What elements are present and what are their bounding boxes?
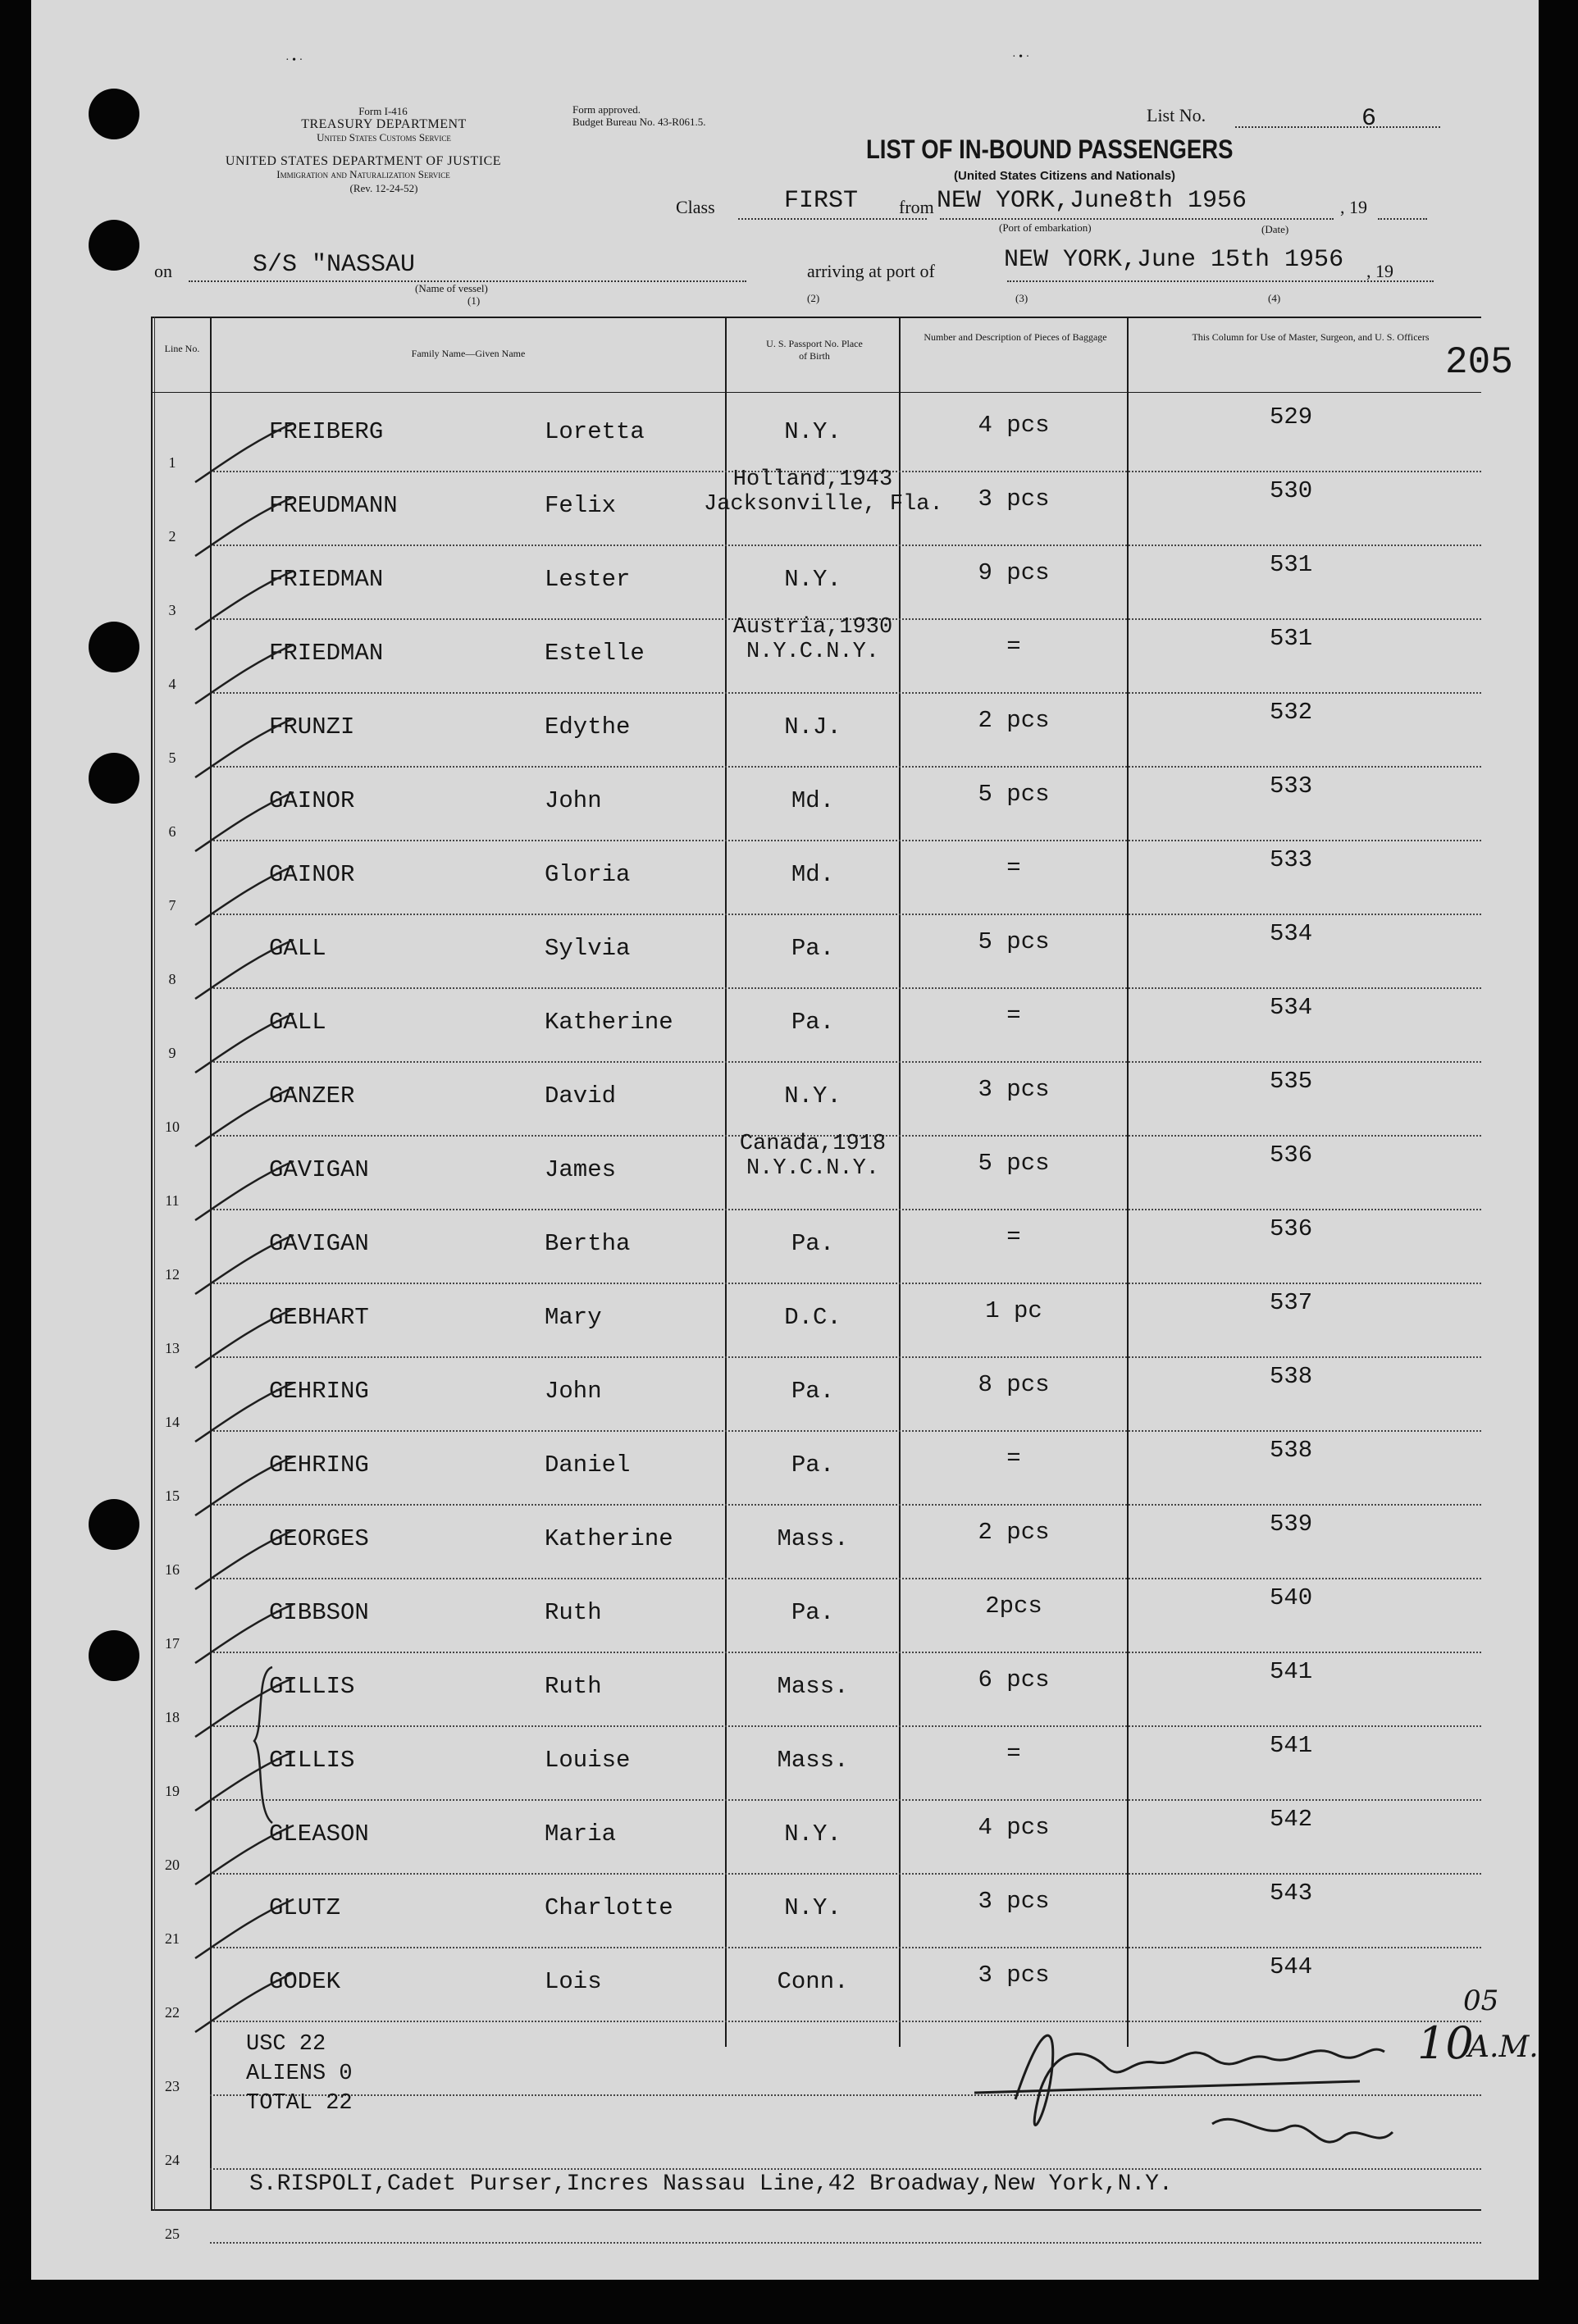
header-passport: U. S. Passport No. Place of Birth bbox=[766, 338, 863, 362]
punch-hole bbox=[89, 89, 139, 139]
line-number: 18 bbox=[165, 1709, 180, 1725]
baggage: 1 pc bbox=[985, 1297, 1042, 1324]
baggage: 8 pcs bbox=[978, 1371, 1050, 1398]
given-name: James bbox=[545, 1156, 617, 1183]
col-num-2: (2) bbox=[807, 292, 820, 304]
place-of-birth: Jacksonville, Fla. bbox=[704, 492, 943, 517]
officer-number: 538 bbox=[1270, 1437, 1313, 1464]
line-number: 14 bbox=[165, 1414, 180, 1430]
line-number: 4 bbox=[168, 676, 176, 692]
line-number: 23 bbox=[165, 2078, 180, 2094]
baggage: 4 pcs bbox=[978, 412, 1050, 439]
revision: (Rev. 12-24-52) bbox=[349, 182, 418, 194]
header-officers: This Column for Use of Master, Surgeon, and U. S. Officers bbox=[1192, 331, 1430, 343]
line-number: 11 bbox=[165, 1192, 180, 1209]
arriving-label: arriving at port of bbox=[807, 261, 935, 281]
signature-time: 10 bbox=[1417, 2017, 1474, 2069]
family-name: GEHRING bbox=[269, 1378, 369, 1405]
line-number: 20 bbox=[165, 1857, 180, 1873]
family-name: GAVIGAN bbox=[269, 1156, 369, 1183]
line-number: 15 bbox=[165, 1488, 180, 1504]
line-number: 10 bbox=[165, 1119, 180, 1135]
place-of-birth: N.Y. bbox=[784, 1820, 841, 1848]
punch-hole bbox=[89, 1499, 139, 1550]
officer-number: 533 bbox=[1270, 846, 1313, 873]
family-name: GILLIS bbox=[269, 1747, 355, 1774]
col-num-3: (3) bbox=[1015, 292, 1028, 304]
summary-total: TOTAL 22 bbox=[246, 2091, 353, 2116]
row-separator bbox=[210, 2242, 1481, 2244]
punch-hole bbox=[89, 753, 139, 804]
officer-number: 537 bbox=[1270, 1289, 1313, 1316]
place-of-birth: Pa. bbox=[791, 1230, 835, 1257]
baggage: 2 pcs bbox=[978, 707, 1050, 734]
given-name: John bbox=[545, 1378, 602, 1405]
line-number: 12 bbox=[165, 1266, 180, 1283]
baggage: 4 pcs bbox=[978, 1814, 1050, 1841]
place-of-birth: N.Y. bbox=[784, 1082, 841, 1110]
place-of-birth: Pa. bbox=[791, 935, 835, 962]
officer-number: 530 bbox=[1270, 477, 1313, 504]
family-name: GEBHART bbox=[269, 1304, 369, 1331]
baggage: 3 pcs bbox=[978, 1888, 1050, 1915]
budget-bureau: Budget Bureau No. 43-R061.5. bbox=[572, 116, 706, 128]
given-name: Lois bbox=[545, 1968, 602, 1995]
officer-number: 529 bbox=[1270, 403, 1313, 431]
birth-year: Canada,1918 bbox=[739, 1132, 887, 1156]
given-name: Katherine bbox=[545, 1525, 673, 1552]
officer-number: 531 bbox=[1270, 551, 1313, 578]
line-number: 19 bbox=[165, 1783, 180, 1799]
family-name: GLUTZ bbox=[269, 1894, 341, 1921]
year-suffix: , 19 bbox=[1340, 197, 1367, 217]
officer-number: 536 bbox=[1270, 1215, 1313, 1242]
line-number: 5 bbox=[168, 750, 176, 766]
given-name: Loretta bbox=[545, 418, 645, 445]
list-no-label: List No. bbox=[1147, 105, 1206, 125]
place-of-birth: Mass. bbox=[777, 1673, 849, 1700]
baggage: 3 pcs bbox=[978, 1962, 1050, 1989]
family-name: FREUDMANN bbox=[269, 492, 398, 519]
arrival-port-date: NEW YORK,June 15th 1956 bbox=[1004, 246, 1344, 274]
officer-number: 544 bbox=[1270, 1953, 1313, 1980]
baggage: 2 pcs bbox=[978, 1519, 1050, 1546]
baggage: = bbox=[1006, 1740, 1021, 1767]
family-name: GEORGES bbox=[269, 1525, 369, 1552]
given-name: Katherine bbox=[545, 1009, 673, 1036]
officer-number: 542 bbox=[1270, 1806, 1313, 1833]
line-number: 9 bbox=[168, 1045, 176, 1061]
officer-number: 541 bbox=[1270, 1732, 1313, 1759]
line-number: 6 bbox=[168, 823, 176, 840]
family-name: GALL bbox=[269, 1009, 326, 1036]
line-number: 17 bbox=[165, 1635, 180, 1652]
punch-hole bbox=[89, 1630, 139, 1681]
purser-line: S.RISPOLI,Cadet Purser,Incres Nassau Line,42 Broadway,New York,N.Y. bbox=[249, 2171, 1173, 2197]
baggage: = bbox=[1006, 854, 1021, 882]
family-name: FRIEDMAN bbox=[269, 640, 384, 667]
baggage: 5 pcs bbox=[978, 1150, 1050, 1177]
baggage: = bbox=[1006, 1002, 1021, 1029]
family-name: GILLIS bbox=[269, 1673, 355, 1700]
given-name: Ruth bbox=[545, 1673, 602, 1700]
document-title: LIST OF IN-BOUND PASSENGERS bbox=[866, 134, 1234, 164]
baggage: 9 pcs bbox=[978, 559, 1050, 586]
vessel-caption: (Name of vessel) bbox=[415, 282, 488, 294]
summary-usc: USC 22 bbox=[246, 2032, 326, 2057]
signature-time-minutes: 05 bbox=[1463, 1985, 1499, 2017]
officer-number: 534 bbox=[1270, 994, 1313, 1021]
header-baggage: Number and Description of Pieces of Baggage bbox=[924, 331, 1107, 343]
baggage: 2pcs bbox=[985, 1593, 1042, 1620]
line-number: 7 bbox=[168, 897, 176, 914]
place-of-birth: N.J. bbox=[784, 713, 841, 740]
baggage: = bbox=[1006, 1445, 1021, 1472]
baggage: = bbox=[1006, 1224, 1021, 1251]
baggage: 3 pcs bbox=[978, 1076, 1050, 1103]
class-label: Class bbox=[676, 197, 715, 217]
place-of-birth: Md. bbox=[791, 861, 835, 888]
given-name: Charlotte bbox=[545, 1894, 673, 1921]
punch-hole bbox=[89, 220, 139, 271]
family-name: GODEK bbox=[269, 1968, 341, 1995]
page-number: 205 bbox=[1445, 341, 1513, 384]
place-of-birth: N.Y.C.N.Y. bbox=[746, 1156, 880, 1181]
ins: Immigration and Naturalization Service bbox=[276, 168, 450, 180]
date-caption: (Date) bbox=[1261, 223, 1289, 235]
line-number: 22 bbox=[165, 2004, 180, 2021]
place-of-birth: Pa. bbox=[791, 1451, 835, 1479]
given-name: Estelle bbox=[545, 640, 645, 667]
given-name: Edythe bbox=[545, 713, 631, 740]
given-name: Sylvia bbox=[545, 935, 631, 962]
given-name: Ruth bbox=[545, 1599, 602, 1626]
document-subtitle: (United States Citizens and Nationals) bbox=[954, 169, 1176, 183]
officer-number: 539 bbox=[1270, 1511, 1313, 1538]
punch-hole bbox=[89, 622, 139, 672]
family-name: GIBBSON bbox=[269, 1599, 369, 1626]
embark-caption: (Port of embarkation) bbox=[999, 221, 1092, 234]
bracket-icon bbox=[248, 1663, 280, 1827]
port-of-embarkation: NEW YORK,June8th 1956 bbox=[937, 187, 1247, 215]
family-name: FRUNZI bbox=[269, 713, 355, 740]
officer-number: 533 bbox=[1270, 772, 1313, 800]
line-number: 25 bbox=[165, 2226, 180, 2242]
family-name: GALL bbox=[269, 935, 326, 962]
place-of-birth: D.C. bbox=[784, 1304, 841, 1331]
given-name: Louise bbox=[545, 1747, 631, 1774]
officer-number: 541 bbox=[1270, 1658, 1313, 1685]
signature-ampm: A.M. bbox=[1468, 2030, 1539, 2064]
form-number: Form I-416 bbox=[358, 105, 408, 117]
place-of-birth: N.Y. bbox=[784, 1894, 841, 1921]
line-number: 21 bbox=[165, 1930, 180, 1947]
given-name: Bertha bbox=[545, 1230, 631, 1257]
family-name: FREIBERG bbox=[269, 418, 384, 445]
given-name: Mary bbox=[545, 1304, 602, 1331]
line-number: 16 bbox=[165, 1561, 180, 1578]
on-label: on bbox=[154, 261, 172, 281]
customs-service: United States Customs Service bbox=[317, 131, 451, 144]
place-of-birth: Pa. bbox=[791, 1378, 835, 1405]
summary-aliens: ALIENS 0 bbox=[246, 2062, 353, 2086]
birth-year: Austria,1930 bbox=[732, 615, 893, 640]
vessel-name: S/S "NASSAU bbox=[253, 251, 416, 279]
officer-number: 532 bbox=[1270, 699, 1313, 726]
doj: UNITED STATES DEPARTMENT OF JUSTICE bbox=[225, 154, 502, 168]
officer-number: 538 bbox=[1270, 1363, 1313, 1390]
given-name: Felix bbox=[545, 492, 617, 519]
manifest-page: Form I-416 TREASURY DEPARTMENT United States Customs Service UNITED STATES DEPARTMENT OF JUSTICE Immigration and Naturalization Service (Rev. 12-24-52) Form approved. Budget Bureau No. 43-R061.5. List No. 6 LIST OF IN-BOUND PASSENGERS (United States Citizens and Nationals) Class FIRST from NEW YORK,June8th 1956 , 19 (Port of embarkation) (Date) on S/S "NASSAU (Name of vessel) (1) arriving at port of NEW YORK,June 15th 1956 , 19 (2) (3) (4) 205 Line No. Family Name—Given Name U. S. Passport No. Place of Birth Number and Description of Pieces of Baggage This Column for Use of Master, Surgeon, and U. S. Officers 1 FREIBERG Loretta N.Y. 4 pcs 529 2 FREUDMANN Felix Holland,1943 Jacksonville, Fla. 3 pcs 530 3 FRIEDMAN Lester N.Y. 9 pcs 531 4 FRIEDMAN Estelle Austria,1930 N.Y.C.N.Y. = 531 5 FRUNZI Edythe N.J. 2 pcs 532 6 GAINOR John Md. 5 pcs 533 7 GAINOR Gloria Md. = 533 8 GALL Sylvia Pa. 5 pcs 534 9 GALL Katherine Pa. = 534 10 GANZER David N.Y. 3 pcs 535 11 GAVIGAN James Canada,1918 N.Y.C.N.Y. 5 pcs 536 12 GAVIGAN Bertha Pa. = 536 13 GEBHART Mary D.C. 1 pc 537 14 GEHRING John Pa. 8 pcs 538 15 GEHRING Daniel Pa. = 538 16 GEORGES Katherine Mass. 2 pcs 539 17 GIBBSON Ruth Pa. 2pcs 540 18 GILLIS Ruth Mass. 6 pcs 541 19 GILLIS Louise Mass. = 541 20 GLEASON Maria N.Y. 4 pcs 542 21 GLUTZ Charlotte N.Y. 3 pcs 543 22 GODEK Lois Conn. 3 pcs 544 23 24 25 USC 22 ALIENS 0 TOTAL 22 S.RISPOLI,Cadet Purser,Incres Nassau Line,42 Broadway,New York,N.Y. 10 05 A.M. · • · · • · bbox=[31, 0, 1539, 2280]
col-num-4: (4) bbox=[1268, 292, 1281, 304]
place-of-birth: N.Y.C.N.Y. bbox=[746, 640, 880, 664]
given-name: Maria bbox=[545, 1820, 617, 1848]
class-value: FIRST bbox=[784, 187, 859, 215]
baggage: 5 pcs bbox=[978, 928, 1050, 955]
place-of-birth: Mass. bbox=[777, 1747, 849, 1774]
header-line-no: Line No. bbox=[164, 343, 200, 354]
line-number: 8 bbox=[168, 971, 176, 987]
place-of-birth: Conn. bbox=[777, 1968, 849, 1995]
officer-number: 535 bbox=[1270, 1068, 1313, 1095]
line-number: 24 bbox=[165, 2152, 180, 2168]
line-number: 3 bbox=[168, 602, 176, 618]
officer-number: 540 bbox=[1270, 1584, 1313, 1611]
place-of-birth: Pa. bbox=[791, 1599, 835, 1626]
list-no-value: 6 bbox=[1361, 105, 1377, 133]
line-number: 2 bbox=[168, 528, 176, 545]
birth-year: Holland,1943 bbox=[732, 467, 893, 492]
baggage: 5 pcs bbox=[978, 781, 1050, 808]
given-name: David bbox=[545, 1082, 617, 1110]
line-number: 1 bbox=[168, 454, 176, 471]
place-of-birth: Mass. bbox=[777, 1525, 849, 1552]
place-of-birth: N.Y. bbox=[784, 566, 841, 593]
check-mark-icon bbox=[187, 1966, 302, 2040]
line-number: 13 bbox=[165, 1340, 180, 1356]
arriving-year: , 19 bbox=[1366, 261, 1393, 281]
given-name: Daniel bbox=[545, 1451, 631, 1479]
officer-number: 543 bbox=[1270, 1880, 1313, 1907]
officer-number: 531 bbox=[1270, 625, 1313, 652]
from-label: from bbox=[899, 197, 934, 217]
place-of-birth: Md. bbox=[791, 787, 835, 814]
baggage: 6 pcs bbox=[978, 1666, 1050, 1693]
officer-number: 536 bbox=[1270, 1141, 1313, 1169]
family-name: FRIEDMAN bbox=[269, 566, 384, 593]
given-name: Gloria bbox=[545, 861, 631, 888]
family-name: GANZER bbox=[269, 1082, 355, 1110]
family-name: GAVIGAN bbox=[269, 1230, 369, 1257]
treasury-dept: TREASURY DEPARTMENT bbox=[301, 117, 467, 131]
family-name: GEHRING bbox=[269, 1451, 369, 1479]
place-of-birth: N.Y. bbox=[784, 418, 841, 445]
family-name: GAINOR bbox=[269, 787, 355, 814]
baggage: = bbox=[1006, 633, 1021, 660]
baggage: 3 pcs bbox=[978, 485, 1050, 513]
given-name: Lester bbox=[545, 566, 631, 593]
family-name: GAINOR bbox=[269, 861, 355, 888]
given-name: John bbox=[545, 787, 602, 814]
form-approved: Form approved. bbox=[572, 103, 641, 116]
place-of-birth: Pa. bbox=[791, 1009, 835, 1036]
family-name: GLEASON bbox=[269, 1820, 369, 1848]
header-name: Family Name—Given Name bbox=[411, 348, 526, 359]
officer-number: 534 bbox=[1270, 920, 1313, 947]
vessel-col-num: (1) bbox=[467, 294, 481, 307]
